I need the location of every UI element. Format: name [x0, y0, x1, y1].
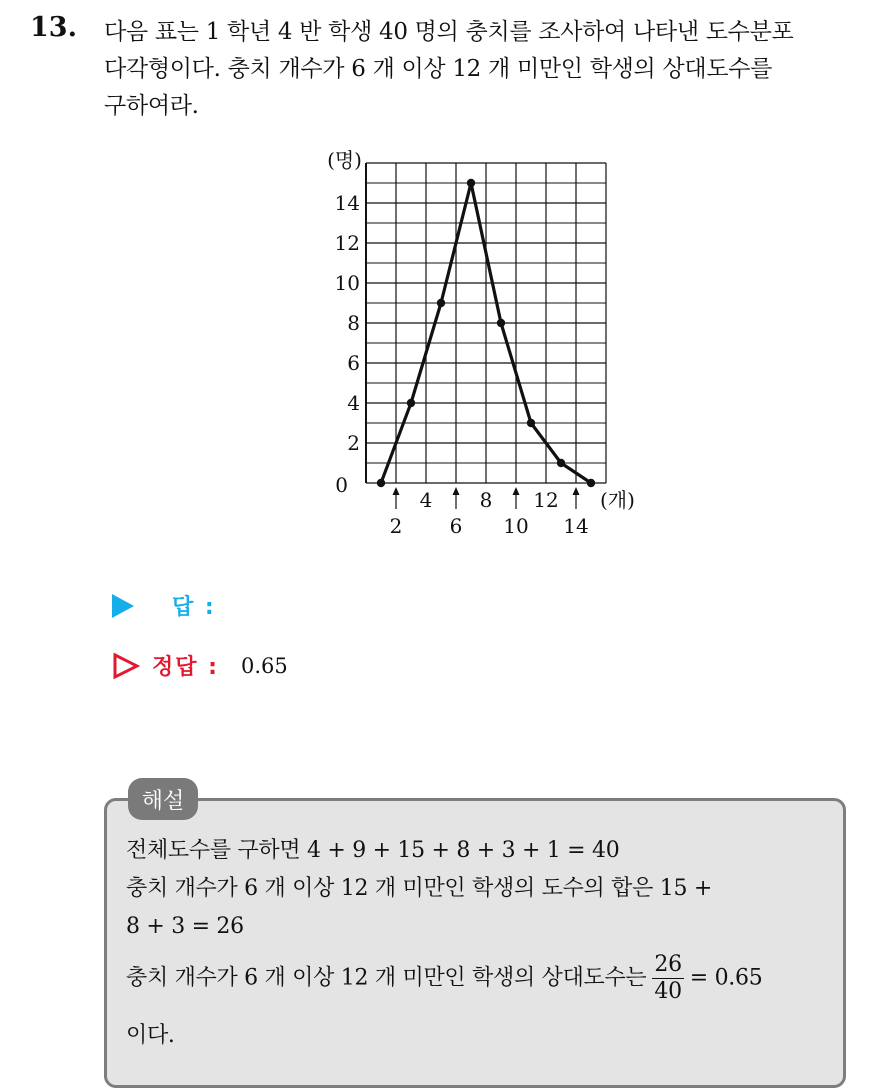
data-point — [497, 319, 505, 327]
correct-answer-value: 0.65 — [240, 653, 288, 678]
solution-line: 이다. — [126, 1023, 175, 1048]
x-axis-label: (개) — [600, 488, 635, 512]
y-tick-label: 8 — [347, 311, 360, 335]
solution-tab: 해설 — [128, 778, 198, 820]
y-tick-label: 12 — [334, 231, 360, 255]
y-tick-label: 2 — [347, 431, 360, 455]
x-tick-arrow-head — [393, 487, 400, 495]
solution-line — [126, 952, 826, 1005]
y-tick-label: 4 — [347, 391, 360, 415]
data-point — [467, 179, 475, 187]
fraction — [652, 952, 683, 1005]
x-tick-arrow-head — [453, 487, 460, 495]
solution-line: 충치 개수가 6 개 이상 12 개 미만인 학생의 도수의 합은 15 + — [126, 876, 712, 901]
data-point — [437, 299, 445, 307]
question-line: 다각형이다. 충치 개수가 6 개 이상 12 개 미만인 학생의 상대도수를 — [104, 56, 773, 82]
x-tick-label-upper: 4 — [419, 488, 433, 512]
correct-answer-row — [112, 650, 288, 681]
solution-body — [126, 832, 826, 1055]
play-triangle-icon — [112, 594, 134, 618]
answer-input-row — [112, 590, 216, 621]
x-tick-label-upper: 12 — [533, 488, 559, 512]
x-tick-arrow-head — [573, 487, 580, 495]
data-point — [407, 399, 415, 407]
question-number: 13. — [30, 12, 77, 43]
solution-line-prefix: 충치 개수가 6 개 이상 12 개 미만인 학생의 상대도수는 — [126, 965, 647, 991]
fraction-denominator: 40 — [654, 979, 682, 1004]
correct-answer-label: 정답 : — [152, 655, 219, 680]
x-tick-label-lower: 10 — [503, 514, 529, 538]
data-point — [527, 419, 535, 427]
data-point — [587, 479, 595, 487]
origin-label: 0 — [335, 473, 348, 497]
answer-prompt-label: 답 : — [172, 595, 216, 620]
y-axis-label: (명) — [327, 150, 362, 172]
x-tick-label-lower: 14 — [563, 514, 589, 538]
y-tick-label: 14 — [334, 191, 360, 215]
solution-line: 전체도수를 구하면 4 + 9 + 15 + 8 + 3 + 1 = 40 — [126, 838, 620, 863]
question-line: 구하여라. — [104, 93, 199, 119]
question-text — [104, 14, 864, 125]
solution-line: 8 + 3 = 26 — [126, 914, 244, 939]
solution-line-suffix: = 0.65 — [689, 965, 763, 991]
x-tick-arrow-head — [513, 487, 520, 495]
x-tick-label-lower: 2 — [389, 514, 403, 538]
fraction-numerator: 26 — [654, 952, 682, 977]
x-tick-label-upper: 8 — [479, 488, 493, 512]
question-line: 다음 표는 1 학년 4 반 학생 40 명의 충치를 조사하여 나타낸 도수분포 — [104, 19, 794, 45]
outline-triangle-icon — [112, 652, 140, 680]
y-tick-label: 10 — [334, 271, 360, 295]
data-point — [377, 479, 385, 487]
x-tick-label-lower: 6 — [449, 514, 463, 538]
frequency-polygon-chart — [320, 150, 660, 550]
y-tick-label: 6 — [347, 351, 360, 375]
data-point — [557, 459, 565, 467]
